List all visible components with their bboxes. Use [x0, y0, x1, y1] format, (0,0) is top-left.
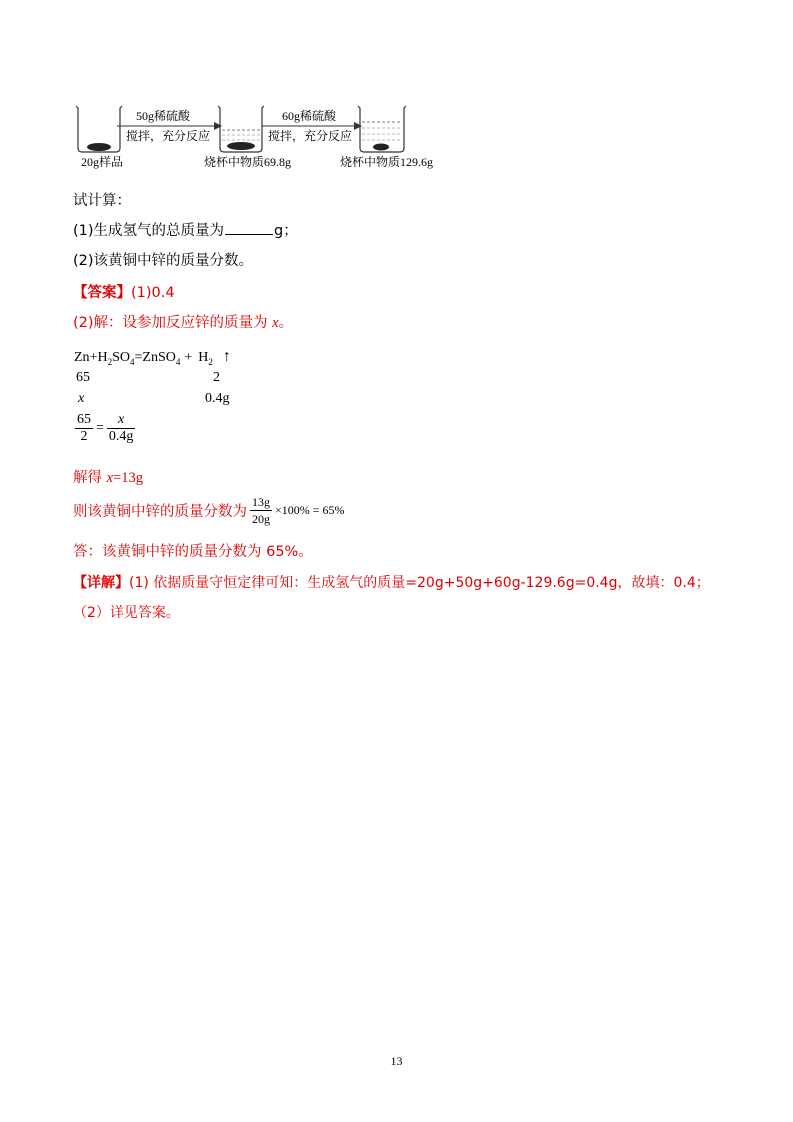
- answer-2-prefix: (2)解：设参加反应锌的质量为: [73, 315, 273, 331]
- detail-label: 【详解】: [73, 575, 129, 591]
- mass-fraction: $\frac{13g}{20g}$: [252, 495, 270, 526]
- beaker1-label: 20g样品: [81, 155, 124, 169]
- answer-label: 【答案】: [73, 285, 131, 301]
- solve-prefix: 解得: [73, 470, 107, 486]
- unknown-zn: x: [78, 391, 85, 406]
- question-intro: 试计算：: [73, 193, 131, 209]
- beaker3-label: 烧杯中物质129.6g: [340, 155, 434, 169]
- q1-answer-blank: [225, 220, 273, 235]
- page-number: 13: [390, 1054, 403, 1068]
- q1-prefix: (1)生成氢气的总质量为: [73, 223, 225, 239]
- solve-suffix: =13g: [113, 470, 143, 486]
- beaker2-label: 烧杯中物质69.8g: [204, 155, 292, 169]
- eq-so4-sub: 4: [130, 357, 135, 367]
- question-1: [73, 219, 298, 240]
- molar-mass-h2: 2: [213, 370, 220, 385]
- ratio-left-fraction: $\frac{65}{2}$: [77, 412, 91, 444]
- beaker-1: [76, 106, 122, 152]
- eq-h2: H: [198, 350, 209, 365]
- answer-2-intro: [73, 311, 293, 332]
- detail-line-2: （2）详见答案。: [73, 605, 180, 621]
- beaker-process-illustration: [70, 104, 450, 176]
- final-answer: 答：该黄铜中锌的质量分数为 65%。: [73, 544, 313, 560]
- experiment-diagram: [70, 104, 450, 176]
- question-2: (2)该黄铜中锌的质量分数。: [73, 253, 254, 269]
- detail-text-1: (1) 依据质量守恒定律可知：生成氢气的质量=20g+50g+60g-129.6g=0.4g，故填：0.4；: [129, 575, 710, 591]
- eq-equals: =: [134, 350, 143, 365]
- ratio-equals: =: [96, 420, 104, 436]
- beaker-3: [358, 106, 406, 152]
- answer-2-suffix: 。: [278, 315, 294, 331]
- known-h2: 0.4g: [205, 391, 230, 406]
- step1-bottom-label: 搅拌，充分反应: [126, 129, 211, 143]
- eq-plus-2: +: [184, 350, 193, 365]
- solve-line: [73, 466, 143, 487]
- variable-x: x: [272, 315, 279, 331]
- chemical-equation: [74, 348, 231, 366]
- eq-h: H: [97, 350, 108, 365]
- eq-h-sub: 2: [107, 357, 113, 367]
- solve-var: x: [106, 470, 114, 486]
- eq-znso4-sub: 4: [175, 357, 181, 367]
- mass-fraction-line: [73, 494, 345, 527]
- q1-suffix: g；: [274, 223, 298, 239]
- ratio-right-fraction: $\frac{x}{0.4g}$: [108, 412, 134, 444]
- gas-arrow-icon: ↑: [222, 348, 231, 365]
- answer-1-text: (1)0.4: [131, 285, 175, 301]
- eq-zn: Zn: [74, 350, 90, 365]
- step2-top-label: 60g稀硫酸: [282, 109, 337, 123]
- mass-fraction-text: 则该黄铜中锌的质量分数为: [73, 504, 247, 520]
- answer-1: [73, 281, 175, 302]
- detail-line-1: [73, 572, 710, 592]
- mass-fraction-result: ×100% = 65%: [275, 503, 345, 517]
- eq-so4: SO: [112, 350, 130, 365]
- eq-h2-sub: 2: [208, 357, 213, 367]
- step1-top-label: 50g稀硫酸: [136, 109, 191, 123]
- eq-znso4: ZnSO: [142, 350, 176, 365]
- step2-bottom-label: 搅拌，充分反应: [268, 129, 353, 143]
- ratio-equation: [72, 412, 138, 445]
- beaker-2: [218, 106, 264, 152]
- molar-mass-zn: 65: [76, 370, 90, 385]
- eq-plus-1: +: [89, 350, 98, 365]
